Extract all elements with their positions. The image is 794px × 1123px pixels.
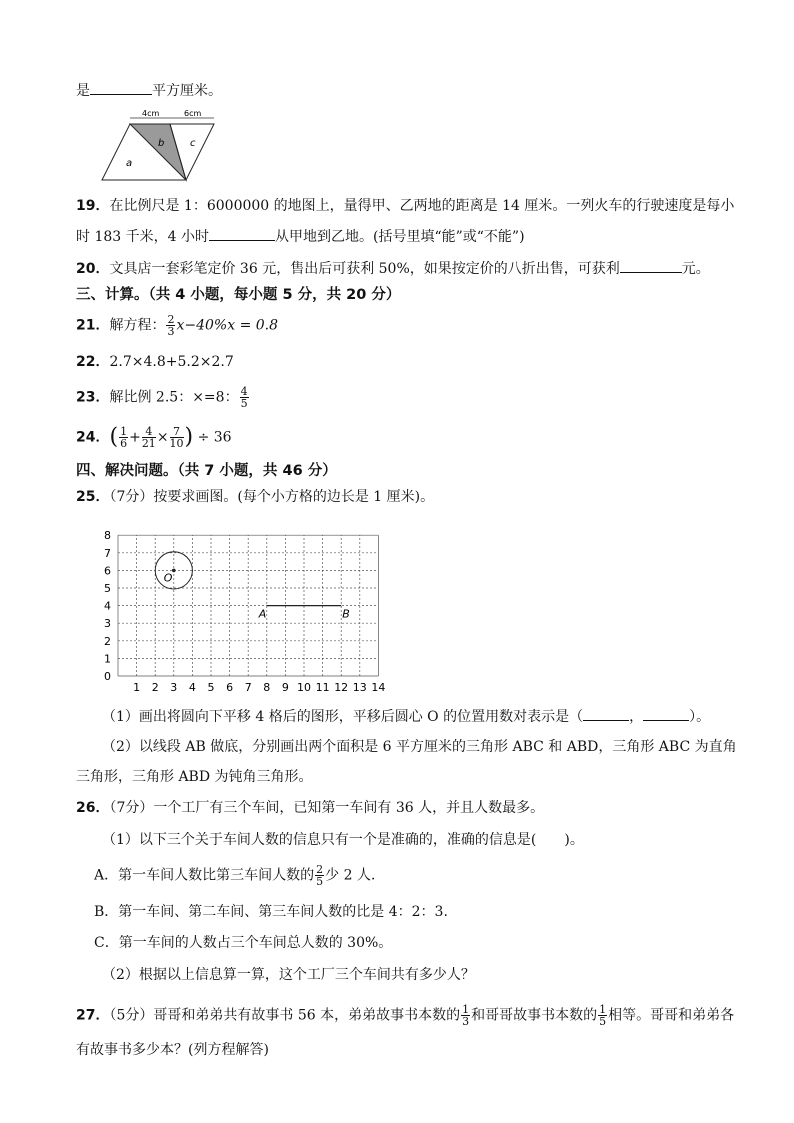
q25-blank-y[interactable] xyxy=(643,706,689,721)
label-o: O xyxy=(163,571,173,585)
y-tick-label: 8 xyxy=(104,529,111,543)
q18-blank[interactable] xyxy=(90,80,152,95)
y-tick-label: 2 xyxy=(104,634,111,648)
q18-prefix: 是 xyxy=(76,83,90,99)
q24-fraction-1: $\frac{1}{6}$ xyxy=(120,425,128,450)
y-tick-label: 7 xyxy=(104,546,111,560)
q22-line xyxy=(76,352,234,372)
q21-expression: x−40%x = 0.8 xyxy=(176,317,279,334)
q23-line xyxy=(76,386,250,409)
q26-line xyxy=(76,798,544,818)
q23-text: 解比例 2.5：×=8： xyxy=(109,389,239,406)
figure-parallelogram xyxy=(96,108,226,188)
y-tick-label: 1 xyxy=(104,652,111,666)
section-3-title: 三、计算。（共 4 小题，每小题 5 分，共 20 分） xyxy=(76,287,401,303)
q24-fraction-3: $\frac{7}{10}$ xyxy=(169,425,184,450)
y-tick-label: 5 xyxy=(104,582,111,595)
q25-text: （7分）按要求画图。(每个小方格的边长是 1 厘米)。 xyxy=(109,489,435,505)
q19-blank[interactable] xyxy=(209,226,275,241)
q23-fraction: $\frac{4}{5}$ xyxy=(240,385,248,410)
q18-answer-line xyxy=(76,80,222,101)
x-tick-label: 4 xyxy=(188,681,196,694)
q19-line1 xyxy=(76,196,734,216)
x-tick-label: 14 xyxy=(371,681,386,694)
q21-number: 21． xyxy=(76,317,110,334)
q19-line2 xyxy=(76,226,525,247)
q26-option-a[interactable]: A．第一车间人数比第三车间人数的 $\frac{2}{5}$ 少 2 人. xyxy=(94,863,376,888)
q23-number: 23． xyxy=(76,389,110,406)
q25-sub1: （1）画出将圆向下平移 4 格后的图形，平移后圆心 O 的位置用数对表示是（ ， ）。 xyxy=(102,706,710,727)
x-tick-label: 7 xyxy=(244,681,252,694)
q24-fraction-2: $\frac{4}{21}$ xyxy=(141,425,156,450)
q20-number: 20． xyxy=(76,261,110,277)
y-tick-label: 3 xyxy=(104,617,111,631)
q26-option-b[interactable]: B．第一车间、第二车间、第三车间人数的比是 4：2：3. xyxy=(94,904,448,920)
q27-line2: 有故事书多少本？(列方程解答) xyxy=(76,1042,269,1058)
q20-text-post: 元。 xyxy=(681,261,710,277)
q26-sub1: （1）以下三个关于车间人数的信息只有一个是准确的，准确的信息是( )。 xyxy=(102,832,584,848)
x-tick-label: 3 xyxy=(170,681,178,694)
q25-line xyxy=(76,487,434,507)
x-tick-label: 10 xyxy=(297,681,311,694)
q18-suffix: 平方厘米。 xyxy=(152,83,222,99)
x-tick-label: 11 xyxy=(315,681,330,694)
label-a: a xyxy=(126,158,133,169)
x-tick-label: 1 xyxy=(133,681,141,694)
label-b: b xyxy=(158,138,165,149)
q22-number: 22． xyxy=(76,354,110,370)
x-tick-label: 2 xyxy=(151,681,159,694)
y-tick-label: 0 xyxy=(104,670,111,683)
q27-fraction-1: $\frac{1}{3}$ xyxy=(462,1003,470,1028)
q25-number: 25． xyxy=(76,489,110,505)
q27-number: 27． xyxy=(76,1007,110,1024)
q19-text-post: 从甲地到乙地。(括号里填“能”或“不能”) xyxy=(274,229,525,245)
center-point-o xyxy=(172,569,176,573)
x-tick-label: 9 xyxy=(281,681,289,694)
q26-sub2: （2）根据以上信息算一算，这个工厂三个车间共有多少人？ xyxy=(102,967,475,983)
q19-text: 在比例尺是 1：6000000 的地图上，量得甲、乙两地的距离是 14 厘米。一列火车的行驶速度是每小 xyxy=(109,198,735,214)
x-tick-label: 13 xyxy=(352,681,367,694)
q27-fraction-2: $\frac{1}{5}$ xyxy=(599,1003,607,1028)
q24-tail: ÷ 36 xyxy=(197,429,232,446)
label-6cm: 6cm xyxy=(184,109,202,118)
q19-number: 19． xyxy=(76,198,110,214)
q22-expression: 2.7×4.8+5.2×2.7 xyxy=(109,354,234,370)
q26-option-a-fraction: $\frac{2}{5}$ xyxy=(316,863,324,888)
q25-sub2-line2: 三角形，三角形 ABD 为钝角三角形。 xyxy=(76,769,313,785)
label-b: B xyxy=(342,607,350,621)
x-tick-label: 8 xyxy=(263,681,271,694)
x-tick-label: 5 xyxy=(207,681,215,694)
label-a: A xyxy=(258,607,267,621)
q21-line xyxy=(76,314,278,337)
y-tick-label: 6 xyxy=(104,564,111,578)
coordinate-grid[interactable] xyxy=(100,524,390,696)
q24-line: 24．( $\frac{1}{6}$ + $\frac{4}{21}$ × $\frac{7}{10}$ ) ÷ 36 xyxy=(76,424,232,450)
section-4-title: 四、解决问题。（共 7 小题，共 46 分） xyxy=(76,463,337,479)
q20-blank[interactable] xyxy=(620,258,682,273)
y-tick-label: 4 xyxy=(104,599,111,613)
q20-line xyxy=(76,258,710,279)
x-tick-label: 12 xyxy=(334,681,349,694)
q20-text-pre: 文具店一套彩笔定价 36 元，售出后可获利 50%，如果按定价的八折出售，可获利 xyxy=(109,261,620,277)
q26-text: （7分）一个工厂有三个车间，已知第一车间有 36 人，并且人数最多。 xyxy=(109,800,545,816)
q21-fraction: $\frac{2}{3}$ xyxy=(167,313,175,338)
q25-blank-x[interactable] xyxy=(583,706,629,721)
q26-option-c[interactable]: C．第一车间的人数占三个车间总人数的 30%。 xyxy=(94,935,393,951)
q27-line1: 27．（5分）哥哥和弟弟共有故事书 56 本，弟弟故事书本数的 $\frac{1}{3}$ 和哥哥故事书本数的 $\frac{1}{5}$ 相等。哥哥和弟弟各 xyxy=(76,1003,735,1028)
x-tick-label: 6 xyxy=(226,681,234,694)
label-4cm: 4cm xyxy=(142,109,160,118)
q21-text: 解方程： xyxy=(109,317,166,334)
label-c: c xyxy=(190,138,196,149)
q25-sub2-line1: （2）以线段 AB 做底，分别画出两个面积是 6 平方厘米的三角形 ABC 和 ABD，三角形 ABC 为直角 xyxy=(102,739,737,755)
q19-text-pre: 时 183 千米，4 小时 xyxy=(76,229,209,245)
q26-number: 26． xyxy=(76,800,110,816)
q24-number: 24． xyxy=(76,429,110,446)
